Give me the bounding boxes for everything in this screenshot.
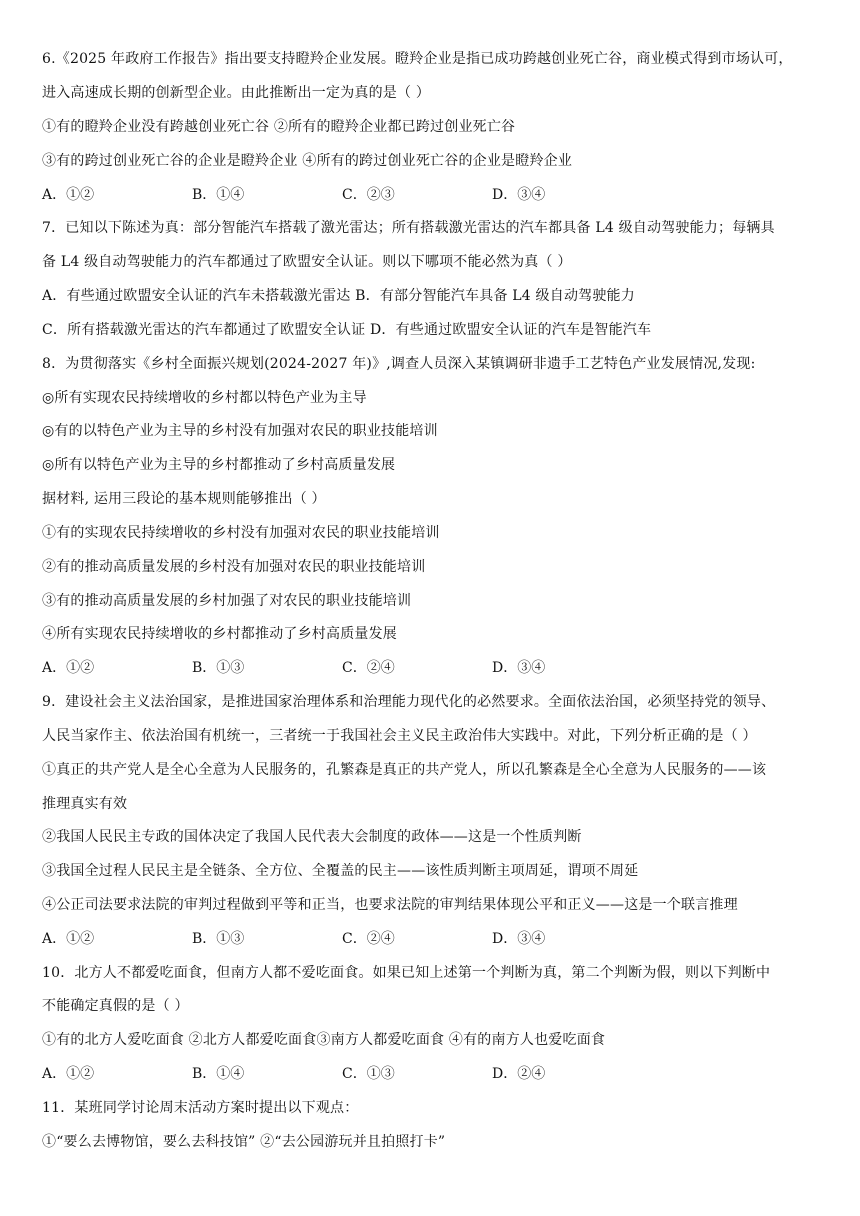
q8-statement-4: ④所有实现农民持续增收的乡村都推动了乡村高质量发展 [42,626,397,642]
q7-options-line2: C．所有搭载激光雷达的汽车都通过了欧盟安全认证 D．有些通过欧盟安全认证的汽车是智能汽车 [42,322,652,338]
q8-option-b: B．①③ [192,660,245,676]
q8-statement-1: ①有的实现农民持续增收的乡村没有加强对农民的职业技能培训 [42,525,440,541]
q6-statements-line2: ③有的跨过创业死亡谷的企业是瞪羚企业 ④所有的跨过创业死亡谷的企业是瞪羚企业 [42,153,573,169]
q9-option-b: B．①③ [192,931,245,947]
q8-option-d: D．③④ [492,660,546,676]
q6-stem-line1: 6.《2025 年政府工作报告》指出要支持瞪羚企业发展。瞪羚企业是指已成功跨越创业死亡谷，商业模式得到市场认可， [42,51,793,67]
q10-option-b: B．①④ [192,1066,245,1082]
q6-option-d: D．③④ [492,187,546,203]
q8-option-a: A．①② [42,660,95,676]
q9-option-d: D．③④ [492,931,546,947]
q9-stem-line2: 人民当家作主、依法治国有机统一，三者统一于我国社会主义民主政治伟大实践中。对此，下列分析正确的是（ ） [42,728,757,744]
q10-option-a: A．①② [42,1066,95,1082]
q11-statements: ①“要么去博物馆，要么去科技馆” ②“去公园游玩并且拍照打卡” [42,1134,446,1150]
q10-stem-line1: 10．北方人不都爱吃面食，但南方人都不爱吃面食。如果已知上述第一个判断为真，第二个判断为假，则以下判断中 [42,965,771,981]
q7-stem-line2: 备 L4 级自动驾驶能力的汽车都通过了欧盟安全认证。则以下哪项不能必然为真（ ） [42,254,572,270]
q11-stem: 11．某班同学讨论周末活动方案时提出以下观点： [42,1100,359,1116]
q8-statement-3: ③有的推动高质量发展的乡村加强了对农民的职业技能培训 [42,593,412,609]
q8-premise-1: ◎所有实现农民持续增收的乡村都以特色产业为主导 [42,390,367,406]
q8-statement-2: ②有的推动高质量发展的乡村没有加强对农民的职业技能培训 [42,559,426,575]
q9-statement-3: ③我国全过程人民民主是全链条、全方位、全覆盖的民主——该性质判断主项周延，谓项不周延 [42,863,639,879]
q10-option-d: D．②④ [492,1066,546,1082]
q8-option-c: C．②④ [342,660,395,676]
q8-premise-2: ◎有的以特色产业为主导的乡村没有加强对农民的职业技能培训 [42,423,438,439]
q8-stem: 8．为贯彻落实《乡村全面振兴规划(2024-2027 年)》,调查人员深入某镇调研非遗手工艺特色产业发展情况,发现: [42,356,756,372]
q10-option-c: C．①③ [342,1066,395,1082]
q6-option-c: C．②③ [342,187,395,203]
q9-statement-1-line2: 推理真实有效 [42,796,128,812]
q8-premise-3: ◎所有以特色产业为主导的乡村都推动了乡村高质量发展 [42,457,396,473]
q9-option-c: C．②④ [342,931,395,947]
q9-stem-line1: 9．建设社会主义法治国家，是推进国家治理体系和治理能力现代化的必然要求。全面依法治国，必须坚持党的领导、 [42,694,776,710]
q6-option-a: A．①② [42,187,95,203]
q8-question: 据材料, 运用三段论的基本规则能够推出（ ） [42,491,326,507]
q10-stem-line2: 不能确定真假的是（ ） [42,998,189,1014]
q7-options-line1: A．有些通过欧盟安全认证的汽车未搭载激光雷达 B．有部分智能汽车具备 L4 级自动驾驶能力 [42,288,635,304]
q9-option-a: A．①② [42,931,95,947]
q9-statement-4: ④公正司法要求法院的审判过程做到平等和正当，也要求法院的审判结果体现公平和正义——这是一个联言推理 [42,897,738,913]
q6-stem-line2: 进入高速成长期的创新型企业。由此推断出一定为真的是（ ） [42,85,431,101]
q9-statement-1-line1: ①真正的共产党人是全心全意为人民服务的，孔繁森是真正的共产党人，所以孔繁森是全心全意为人民服务的——该 [42,762,767,778]
q6-statements-line1: ①有的瞪羚企业没有跨越创业死亡谷 ②所有的瞪羚企业都已跨过创业死亡谷 [42,119,516,135]
q10-statements: ①有的北方人爱吃面食 ②北方人都爱吃面食③南方人都爱吃面食 ④有的南方人也爱吃面食 [42,1032,606,1048]
q7-stem-line1: 7．已知以下陈述为真：部分智能汽车搭载了激光雷达；所有搭载激光雷达的汽车都具备 L4 级自动驾驶能力；每辆具 [42,220,775,236]
q9-statement-2: ②我国人民民主专政的国体决定了我国人民代表大会制度的政体——这是一个性质判断 [42,829,582,845]
q6-option-b: B．①④ [192,187,245,203]
